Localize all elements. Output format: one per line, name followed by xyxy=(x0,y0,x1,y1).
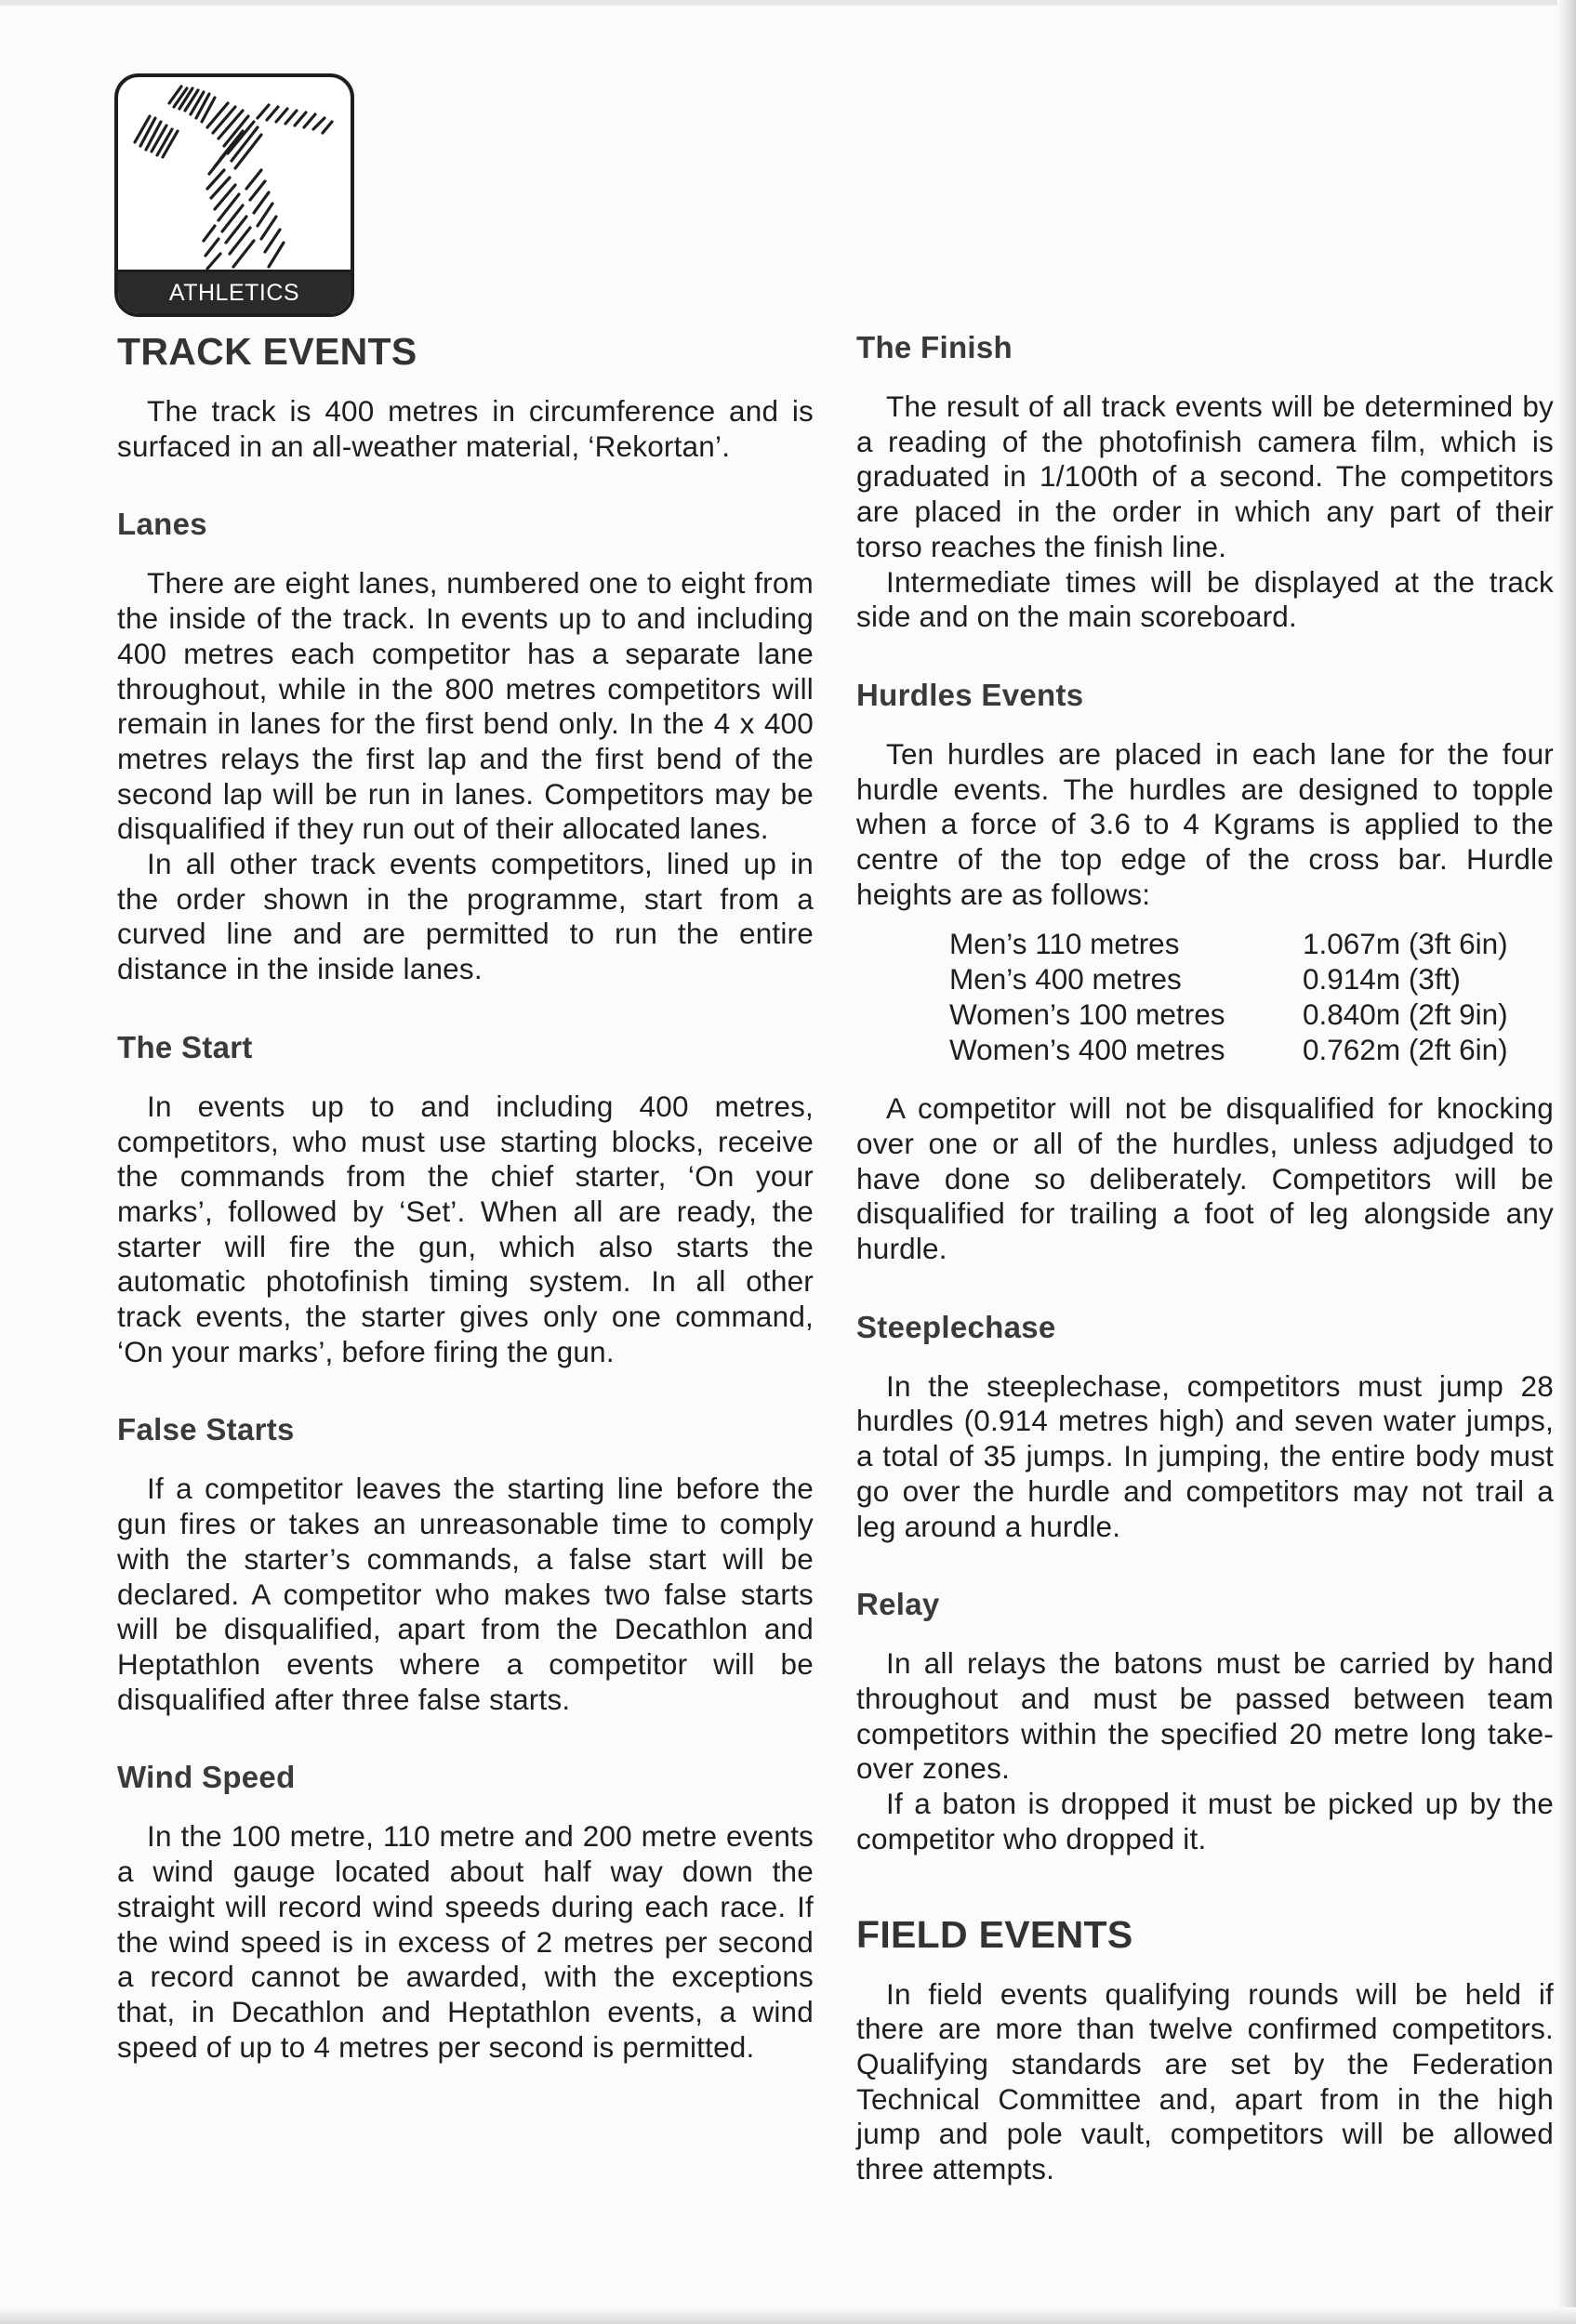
wind-speed-paragraph: In the 100 metre, 110 metre and 200 metre events a wind gauge located about half way down the straight will record wind speeds during each race. If the wind speed is in excess of 2 metres per second a record cannot be awarded, with the exceptions that, in Decathlon and Heptathlon events, a wind speed of up to 4 metres per second is permitted. xyxy=(117,1819,814,2064)
discus-thrower-icon xyxy=(118,77,351,276)
page-edge-top xyxy=(0,0,1576,6)
track-events-heading: TRACK EVENTS xyxy=(117,330,417,373)
hurdle-event: Women’s 100 metres xyxy=(949,997,1225,1031)
steeplechase-heading: Steeplechase xyxy=(856,1309,1056,1344)
relay-heading: Relay xyxy=(856,1587,940,1622)
logo-label: ATHLETICS xyxy=(118,270,351,313)
steeplechase-paragraph: In the steeplechase, competitors must jump 28 hurdles (0.914 metres high) and seven water jumps, a total of 35 jumps. In jumping, the entire body must go over the hurdle and competitors may not trail a leg around a hurdle. xyxy=(856,1368,1554,1543)
right-column xyxy=(856,330,1554,2187)
hurdle-height: 0.914m (3ft) xyxy=(1303,962,1461,997)
page-edge-right xyxy=(1557,0,1576,2324)
table-row xyxy=(949,997,1508,1033)
hurdle-event: Men’s 400 metres xyxy=(949,962,1182,997)
hurdle-height: 0.762m (2ft 6in) xyxy=(1303,1032,1508,1066)
hurdle-event: Men’s 110 metres xyxy=(949,927,1180,961)
hurdle-height: 0.840m (2ft 9in) xyxy=(1303,997,1508,1031)
wind-speed-heading: Wind Speed xyxy=(117,1760,296,1795)
table-row xyxy=(949,962,1508,997)
hurdles-paragraph-2: A competitor will not be disqualified for knocking over one or all of the hurdles, unless adjudged to have done so deliberately. Competitors will be disqualified for trailing a foot of leg alongside any hurdle. xyxy=(856,1091,1554,1266)
false-starts-heading: False Starts xyxy=(117,1412,295,1447)
lanes-heading: Lanes xyxy=(117,507,207,542)
start-heading: The Start xyxy=(117,1029,253,1064)
hurdles-paragraph-1: Ten hurdles are placed in each lane for the four hurdle events. The hurdles are designed to topple when a force of 3.6 to 4 Kgrams is applied to the centre of the top edge of the cross bar. Hurdle heights are as follows: xyxy=(856,736,1554,911)
hurdle-height: 1.067m (3ft 6in) xyxy=(1303,927,1508,961)
track-intro: The track is 400 metres in circumference and is surfaced in an all-weather material, ‘Rekortan’. xyxy=(117,394,814,463)
finish-paragraph-2: Intermediate times will be displayed at the track side and on the main scoreboard. xyxy=(856,564,1554,634)
hurdle-heights-table xyxy=(949,927,1508,1067)
finish-paragraph-1: The result of all track events will be determined by a reading of the photofinish camera film, which is graduated in 1/100th of a second. The competitors are placed in the order in which any part of their torso reaches the finish line. xyxy=(856,390,1554,563)
lanes-paragraph-1: There are eight lanes, numbered one to eight from the inside of the track. In events up to and including 400 metres each competitor has a separate lane throughout, while in the 800 metres competitors will remain in lanes for the first bend only. In the 4 x 400 metres relays the first lap and the first bend of the second lap will be run in lanes. Competitors may be disqualified if they run out of their allocated lanes. xyxy=(117,566,814,846)
athletics-logo xyxy=(114,73,354,317)
relay-paragraph-2: If a baton is dropped it must be picked up by the competitor who dropped it. xyxy=(856,1787,1554,1855)
field-events-heading: FIELD EVENTS xyxy=(856,1912,1133,1956)
start-paragraph: In events up to and including 400 metres, competitors, who must use starting blocks, receive the commands from the chief starter, ‘On your marks’, followed by ‘Set’. When all are ready, the starter will fire the gun, which also starts the automatic photofinish timing system. In all other track events, the starter gives only one command, ‘On your marks’, before firing the gun. xyxy=(117,1089,814,1368)
hurdles-heading: Hurdles Events xyxy=(856,677,1084,712)
table-row xyxy=(949,1033,1508,1068)
false-starts-paragraph: If a competitor leaves the starting line before the gun fires or takes an unreasonable time to comply with the starter’s commands, a false start will be declared. A competitor who makes two false starts will be disqualified, apart from the Decathlon and Heptathlon events where a competitor will be disqualified after three false starts. xyxy=(117,1472,814,1716)
finish-heading: The Finish xyxy=(856,330,1013,364)
page-edge-bottom xyxy=(0,2307,1576,2324)
left-column xyxy=(117,330,814,2065)
table-row xyxy=(949,927,1508,962)
relay-paragraph-1: In all relays the batons must be carried by hand throughout and must be passed between team competitors within the specified 20 metre long take-over zones. xyxy=(856,1646,1554,1786)
hurdle-event: Women’s 400 metres xyxy=(949,1032,1225,1066)
field-events-paragraph: In field events qualifying rounds will be held if there are more than twelve confirmed competitors. Qualifying standards are set by the Federation Technical Committee and, apart from in the high jump and pole vault, competitors will be allowed three attempts. xyxy=(856,1976,1554,2186)
lanes-paragraph-2: In all other track events competitors, lined up in the order shown in the programme, start from a curved line and are permitted to run the entire distance in the inside lanes. xyxy=(117,847,814,986)
